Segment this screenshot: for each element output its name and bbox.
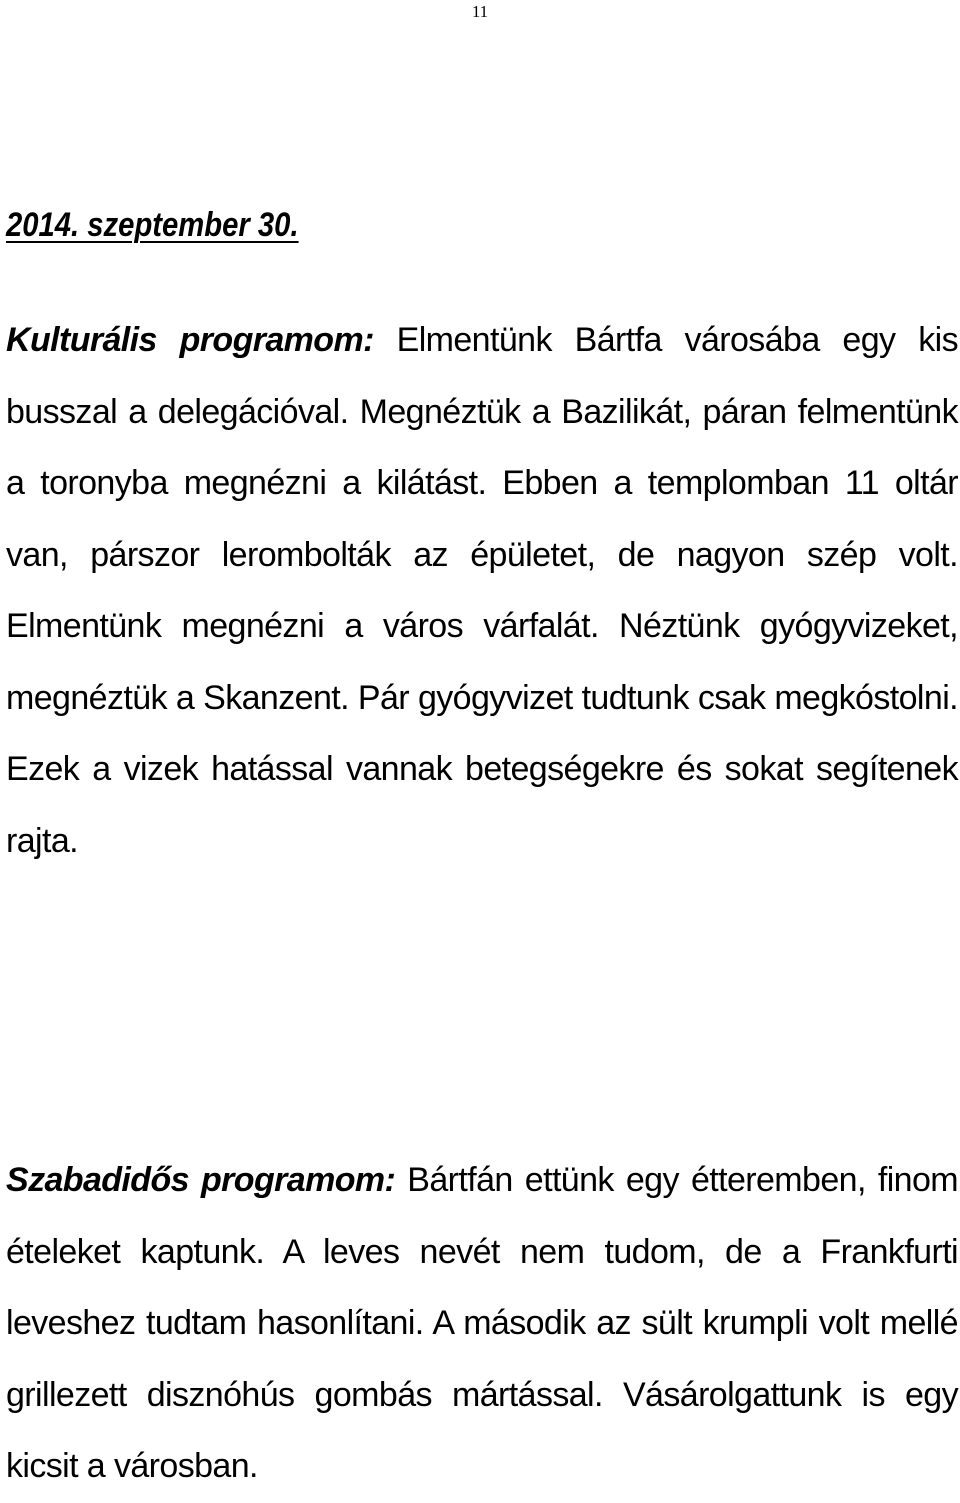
page-number: 11 — [471, 2, 489, 21]
entry-date-heading: 2014. szeptember 30. — [6, 206, 299, 244]
leisure-program-label: Szabadidős programom: — [6, 1161, 396, 1199]
cultural-program-text: Elmentünk Bártfa városába egy kis busszal a delegációval. Megnéztük a Bazilikát, páran felmentünk a toronyba megnézni a kilátást. Ebben a templomban 11 oltár van, párszor lerombolták az épületet, de nagyon szép volt. Elmentünk megnézni a város várfalát. Néztünk gyógyvizeket, megnéztük a Skanzent. Pár gyógyvizet tudtunk csak megkóstolni. Ezek a vizek hatással vannak betegségekre és sokat segítenek rajta. — [6, 321, 958, 860]
cultural-program-paragraph — [6, 305, 958, 877]
cultural-program-label: Kulturális programom: — [6, 321, 374, 359]
leisure-program-text: Bártfán ettünk egy étteremben, finom ételeket kaptunk. A leves nevét nem tudom, de a Frankfurti leveshez tudtam hasonlítani. A második az sült krumpli volt mellé grillezett disznóhús gombás mártással. Vásárolgattunk is egy kicsit a városban. — [6, 1161, 958, 1485]
leisure-program-paragraph — [6, 1145, 958, 1503]
